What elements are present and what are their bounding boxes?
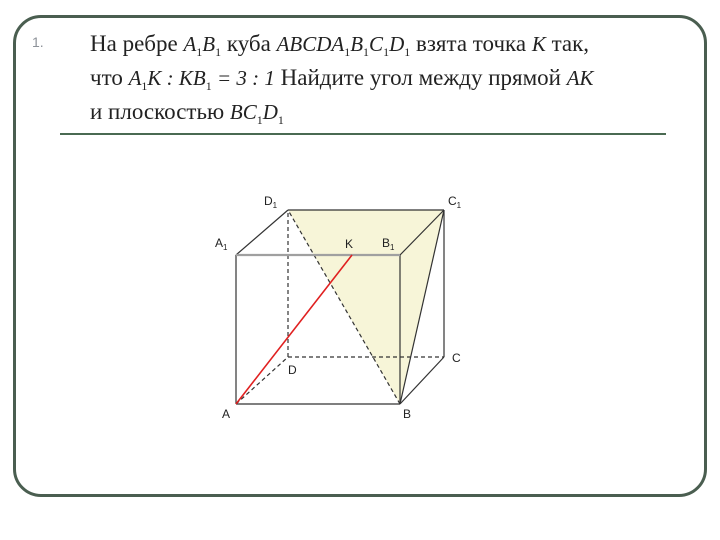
label-c: C	[452, 351, 461, 365]
text-i-ploskostyu: и плоскостью	[90, 99, 225, 124]
segment-ak	[236, 255, 352, 404]
point-k: K	[531, 32, 546, 56]
label-k: K	[345, 237, 354, 251]
problem-number: 1.	[32, 34, 44, 50]
cube-name: $ABCDA_1B_1C_1D_1$	[276, 32, 411, 59]
text-na-rebre: На ребре	[90, 31, 178, 56]
line-ak: AK	[566, 66, 594, 90]
text-kuba: куба	[226, 31, 271, 56]
text-chto: что	[90, 65, 123, 90]
label-b: B	[403, 407, 412, 421]
label-d: D	[288, 363, 297, 377]
text-naydite-ugol: Найдите угол между прямой	[280, 65, 561, 90]
label-d1: $D_1$	[264, 194, 278, 210]
text-tak: так,	[551, 31, 590, 56]
label-a: A	[222, 407, 231, 421]
ratio-expression: $A_1K$ : $KB_1 = 3$ : 1	[128, 66, 275, 93]
text-vzyata-tochka: взята точка	[415, 31, 527, 56]
label-c1: $C_1$	[448, 194, 462, 210]
edge-a1d1	[236, 210, 288, 255]
edge-ad-hidden	[236, 357, 288, 404]
label-a1: $A_1$	[215, 236, 228, 252]
plane-bc1d1: $BC_1D_1$	[229, 100, 284, 127]
edge-a1b1: $A_1B_1$	[183, 32, 222, 59]
label-b1: $B_1$	[382, 236, 395, 252]
